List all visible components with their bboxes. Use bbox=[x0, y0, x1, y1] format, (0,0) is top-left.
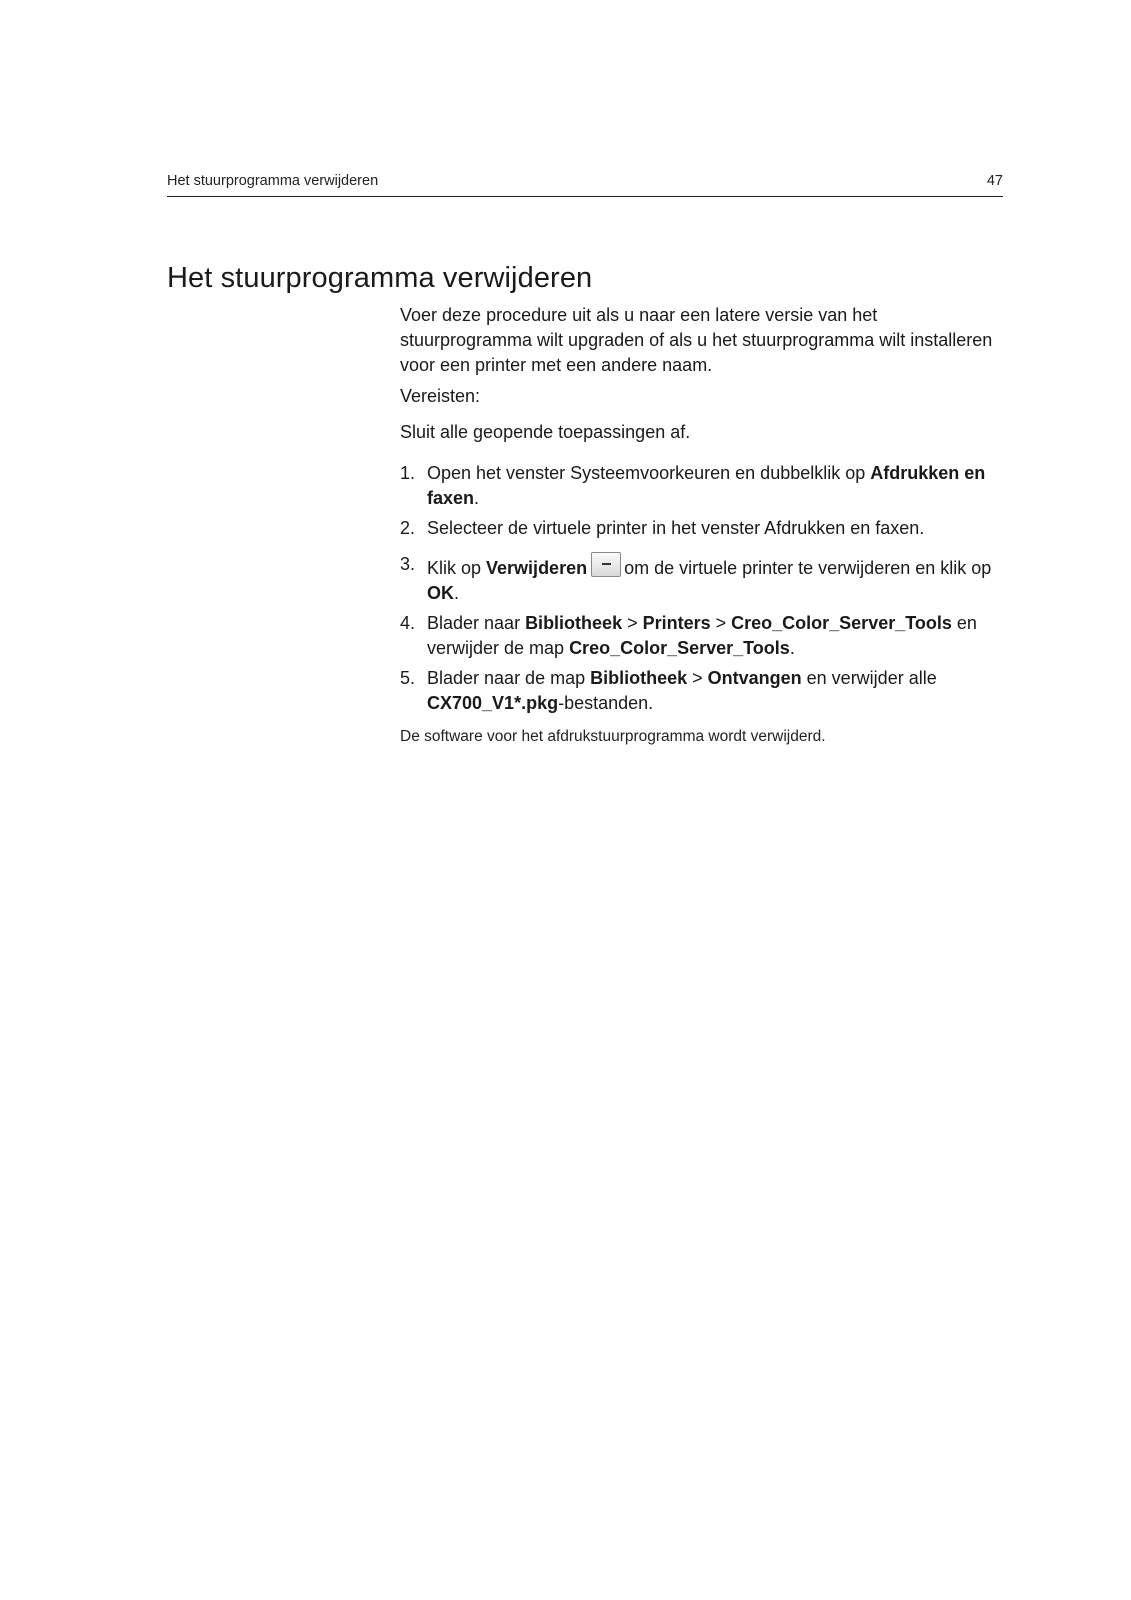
step-text: Blader naar de map bbox=[427, 668, 591, 688]
running-header-title: Het stuurprogramma verwijderen bbox=[167, 173, 379, 189]
running-header bbox=[167, 170, 1003, 197]
step-number: 1. bbox=[400, 463, 416, 483]
step-text: > bbox=[710, 613, 732, 633]
step-ui-term: CX700_V1*.pkg bbox=[427, 693, 559, 713]
step-2 bbox=[400, 516, 1008, 541]
step-text: Selecteer de virtuele printer in het venster Afdrukken en faxen. bbox=[427, 518, 925, 538]
step-ui-term: OK bbox=[427, 583, 454, 603]
minus-glyph bbox=[602, 563, 611, 565]
step-ui-term: Bibliotheek bbox=[525, 613, 623, 633]
section-heading: Het stuurprogramma verwijderen bbox=[167, 262, 593, 294]
minus-button-icon bbox=[591, 552, 621, 577]
step-5 bbox=[400, 666, 1008, 716]
step-text: . bbox=[789, 638, 795, 658]
step-text: en verwijder alle bbox=[801, 668, 937, 688]
step-text: Blader naar bbox=[427, 613, 526, 633]
prerequisites-text: Sluit alle geopende toepassingen af. bbox=[400, 422, 691, 442]
result-text: De software voor het afdrukstuurprogramma wordt verwijderd. bbox=[400, 728, 826, 745]
step-text: om de virtuele printer te verwijderen en klik op bbox=[624, 558, 992, 578]
section-body bbox=[400, 303, 1008, 748]
step-text: . bbox=[474, 488, 480, 508]
step-ui-term: Creo_Color_Server_Tools bbox=[731, 613, 952, 633]
step-text: -bestanden. bbox=[558, 693, 654, 713]
step-text: > bbox=[622, 613, 643, 633]
intro-paragraph: Voer deze procedure uit als u naar een latere versie van het stuurprogramma wilt upgraden of als u het stuurprogramma wilt installeren voor een printer met een andere naam. bbox=[400, 305, 993, 375]
procedure-steps bbox=[400, 461, 1008, 716]
step-ui-term: Printers bbox=[642, 613, 711, 633]
step-text: . bbox=[454, 583, 460, 603]
step-text: > bbox=[687, 668, 708, 688]
step-text: en verwijder de map bbox=[427, 613, 977, 658]
step-number: 4. bbox=[400, 613, 416, 633]
step-ui-term: Afdrukken en faxen bbox=[427, 463, 986, 508]
step-4 bbox=[400, 611, 1008, 661]
step-text: Klik op bbox=[427, 558, 487, 578]
step-ui-term: Ontvangen bbox=[707, 668, 802, 688]
step-number: 2. bbox=[400, 518, 416, 538]
step-3 bbox=[400, 552, 1008, 606]
step-ui-term: Creo_Color_Server_Tools bbox=[569, 638, 790, 658]
step-number: 5. bbox=[400, 668, 416, 688]
prerequisites-label: Vereisten: bbox=[400, 386, 481, 406]
step-ui-term: Bibliotheek bbox=[590, 668, 688, 688]
step-1 bbox=[400, 461, 1008, 511]
page-number: 47 bbox=[986, 173, 1003, 189]
step-ui-term: Verwijderen bbox=[486, 558, 588, 578]
step-number: 3. bbox=[400, 554, 416, 574]
step-text: Open het venster Systeemvoorkeuren en dubbelklik op bbox=[427, 463, 871, 483]
